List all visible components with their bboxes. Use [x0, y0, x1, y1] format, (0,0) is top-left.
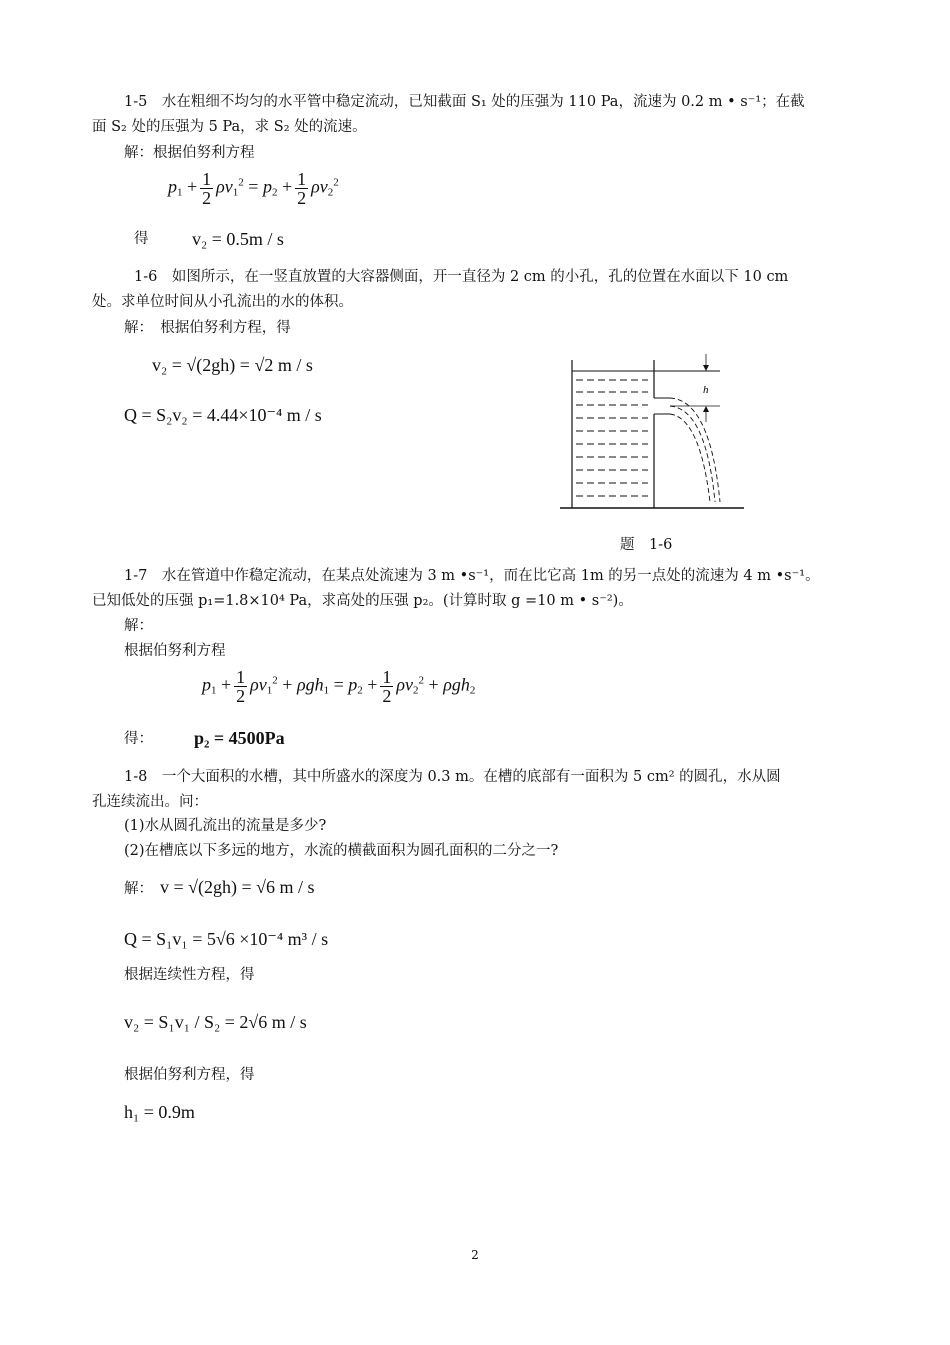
- problem-1-7-line-1: 1-7 水在管道中作稳定流动，在某点处流速为 3 m •s⁻¹，而在比它高 1m 的另一点处的流速为 4 m •s⁻¹。: [124, 568, 820, 584]
- problem-1-8-question-2: (2)在槽底以下多远的地方，水流的横截面积为圆孔面积的二分之一?: [124, 843, 559, 859]
- container-orifice-figure: [560, 352, 750, 514]
- bernoulli-equation-1-7: $p_1$ + $\frac{1}{2}$ $\rho v_1^2 + \rho gh_1 = p_2$ + $\frac{1}{2}$ $\rho v_2^2 + \rho gh_2$: [202, 667, 476, 706]
- equation-v-1-8: v = √(2gh) = √6 m / s: [160, 877, 315, 897]
- equation-Q-1-6: Q = S₂v₂ = 4.44×10⁻⁴ m / s: [124, 405, 322, 425]
- page-number: 2: [471, 1248, 479, 1262]
- bernoulli-text-1-8: 根据伯努利方程，得: [124, 1067, 255, 1083]
- problem-1-6-line-1: 1-6 如图所示，在一竖直放置的大容器侧面，开一直径为 2 cm 的小孔，孔的位置在水面以下 10 cm: [134, 269, 789, 285]
- result-label-1-5: 得: [134, 231, 149, 247]
- problem-1-5-line-2: 面 S₂ 处的压强为 5 Pa，求 S₂ 处的流速。: [92, 119, 367, 135]
- problem-1-7-line-2: 已知低处的压强 p₁=1.8×10⁴ Pa，求高处的压强 p₂。(计算时取 g =10 m • s⁻²)。: [92, 593, 633, 609]
- result-1-7: p₂ = 4500Pa: [194, 728, 285, 748]
- problem-1-8-line-2: 孔连续流出。问：: [92, 794, 208, 810]
- problem-1-8-line-1: 1-8 一个大面积的水槽，其中所盛水的深度为 0.3 m。在槽的底部有一面积为 5 cm² 的圆孔，水从圆: [124, 769, 781, 785]
- figure-h-label: h: [703, 384, 709, 396]
- equation-v2-1-8: v₂ = S₁v₁ / S₂ = 2√6 m / s: [124, 1012, 307, 1032]
- continuity-text-1-8: 根据连续性方程，得: [124, 967, 255, 983]
- problem-1-6-solution-label: 解： 根据伯努利方程，得: [124, 320, 291, 336]
- problem-1-7-bernoulli-text: 根据伯努利方程: [124, 643, 226, 659]
- equation-Q-1-8: Q = S₁v₁ = 5√6 ×10⁻⁴ m³ / s: [124, 929, 329, 949]
- problem-1-8-question-1: (1)水从圆孔流出的流量是多少?: [124, 818, 327, 834]
- result-label-1-7: 得：: [124, 731, 153, 747]
- problem-1-7-solution-label: 解：: [124, 618, 153, 634]
- result-1-8: h₁ = 0.9m: [124, 1102, 195, 1122]
- problem-1-6-line-2: 处。求单位时间从小孔流出的水的体积。: [92, 294, 353, 310]
- equation-v2-1-6: v₂ = √(2gh) = √2 m / s: [152, 355, 313, 375]
- problem-1-5-line-1: 1-5 水在粗细不均匀的水平管中稳定流动，已知截面 S₁ 处的压强为 110 Pa，流速为 0.2 m • s⁻¹；在截: [124, 94, 805, 110]
- result-1-5: v₂ = 0.5m / s: [192, 229, 284, 249]
- figure-caption-1-6: 题 1-6: [620, 537, 673, 553]
- bernoulli-equation-1-5: $p_1$ + $\frac{1}{2}$ $\rho v_1^2 = p_2$ + $\frac{1}{2}$ $\rho v_2^2$: [168, 169, 339, 208]
- problem-1-8-solution-label: 解：: [124, 881, 153, 897]
- problem-1-5-solution-label: 解：根据伯努利方程: [124, 145, 255, 161]
